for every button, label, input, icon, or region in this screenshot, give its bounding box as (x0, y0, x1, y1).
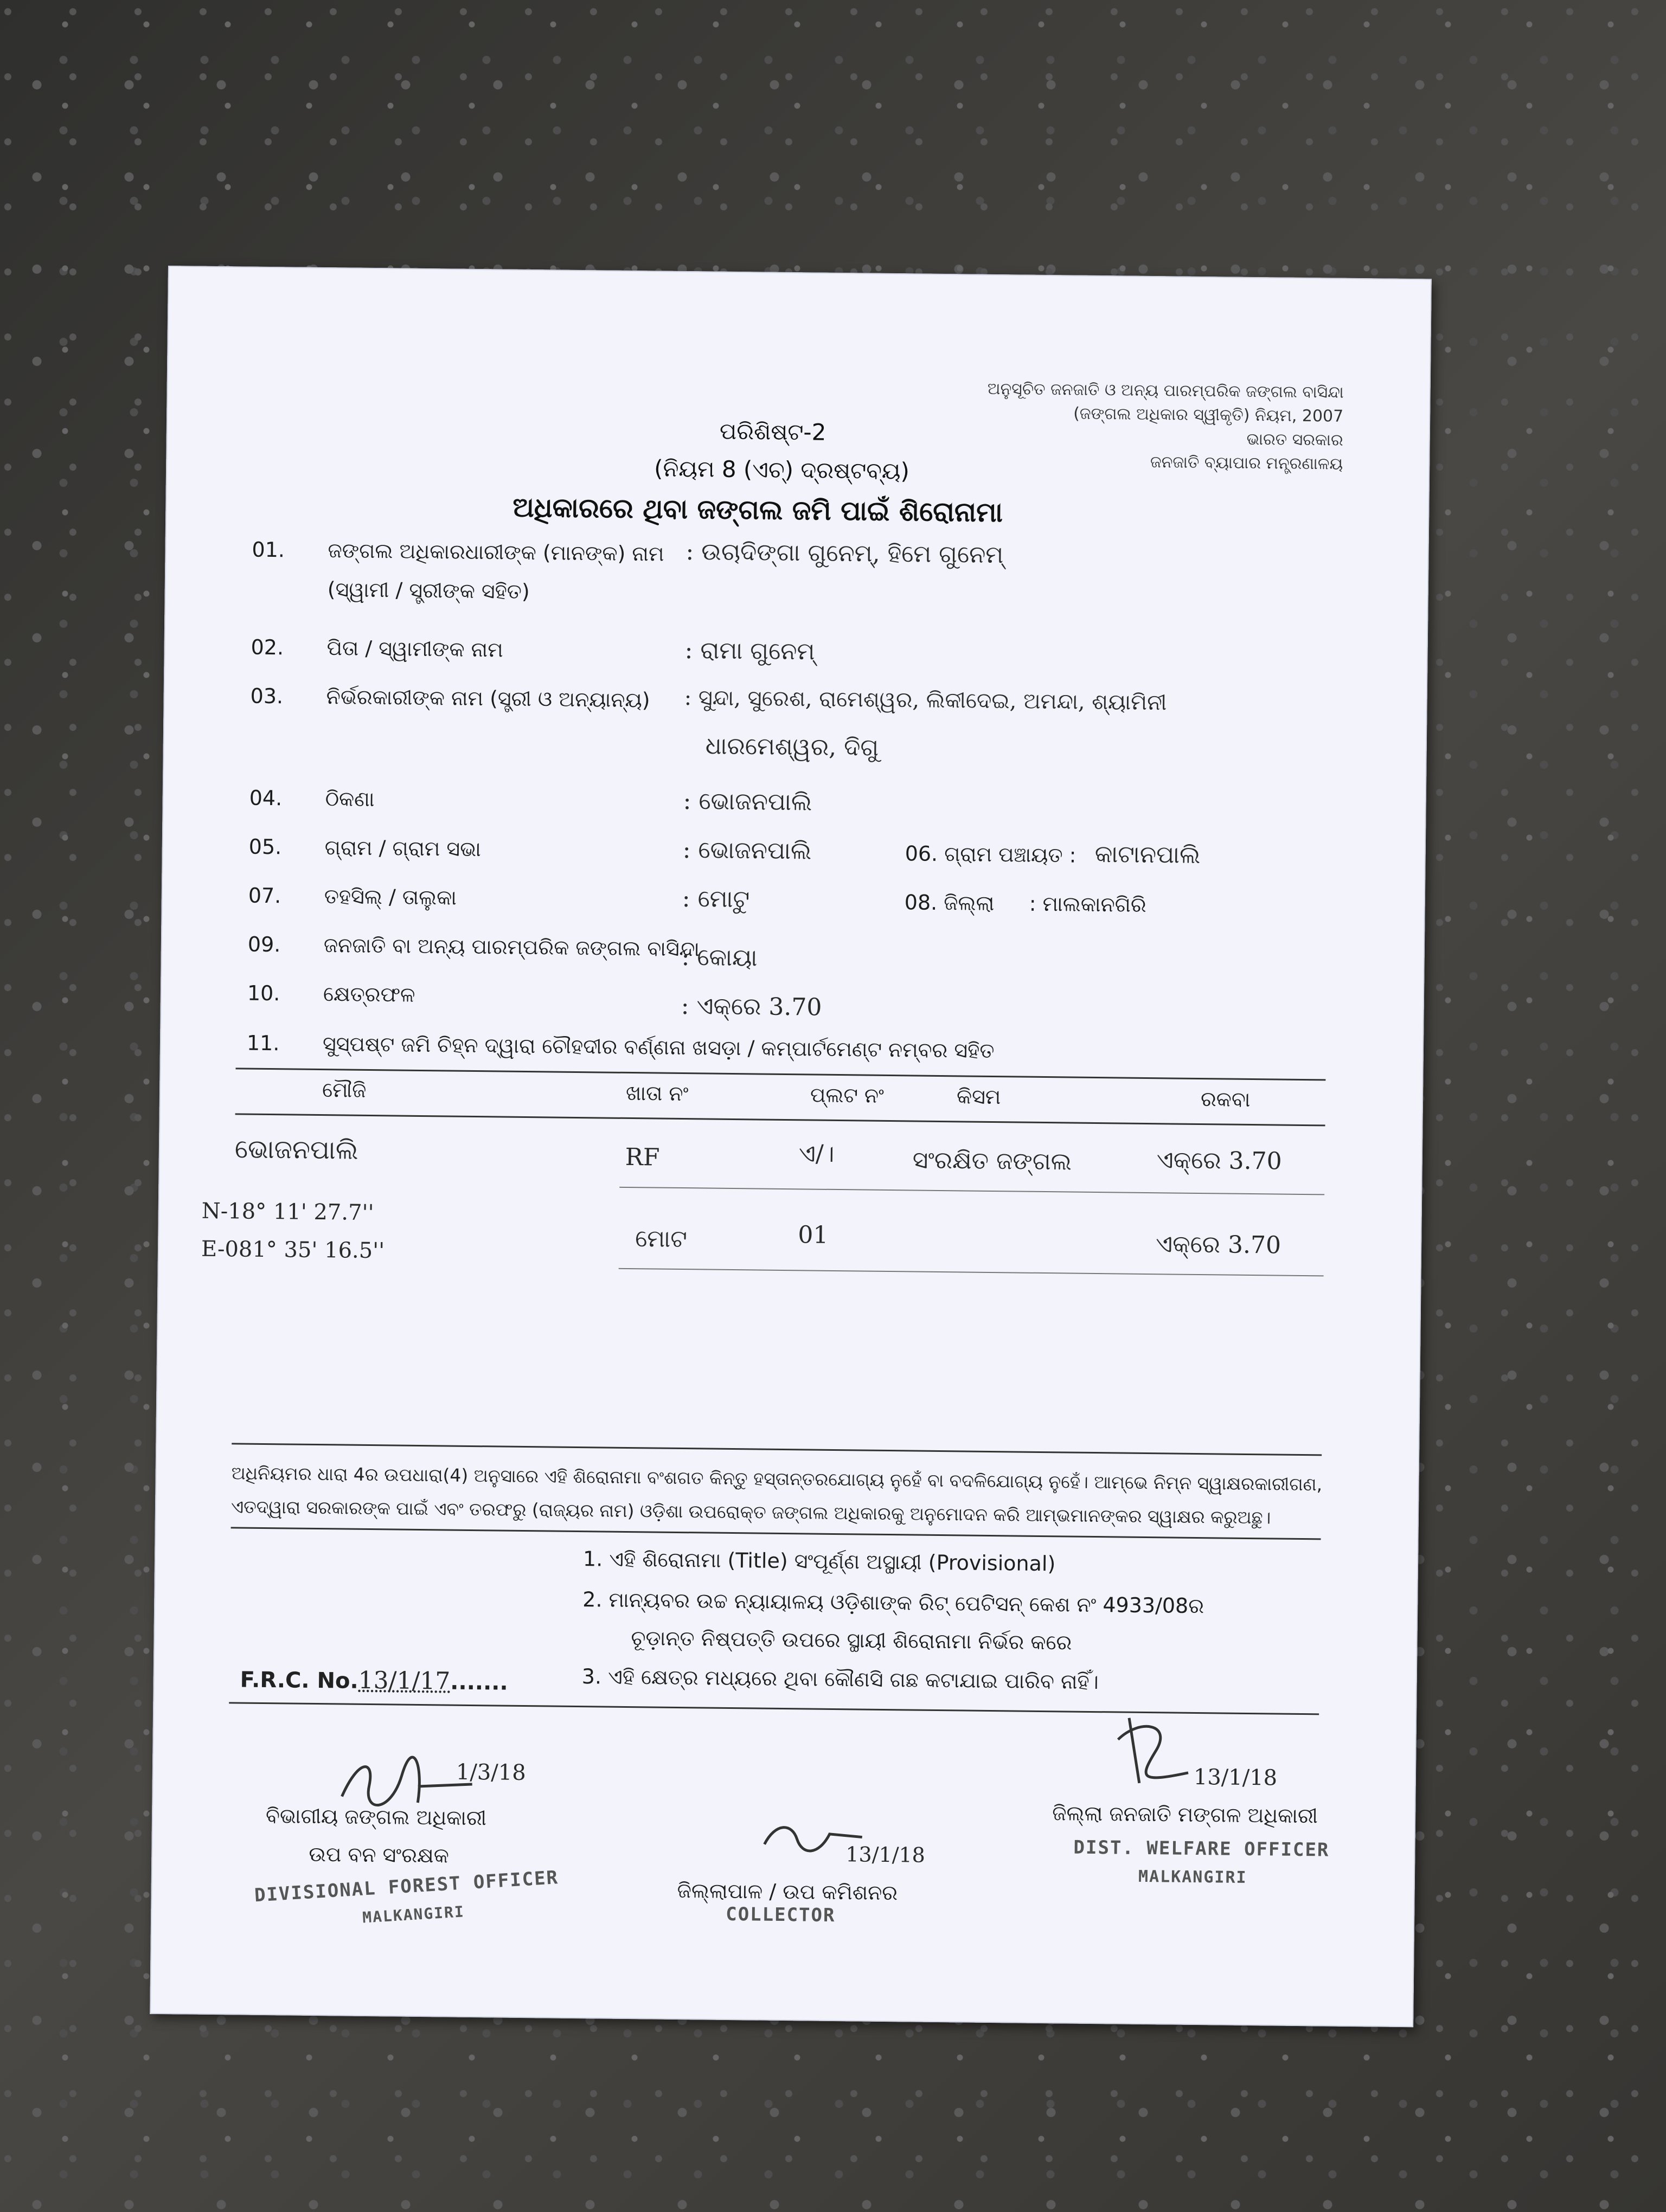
table-header-rakba: ରକବା (1200, 1087, 1251, 1111)
document-title: ଅଧିକାରରେ ଥିବା ଜଙ୍ଗଲ ଜମି ପାଇଁ ଶିରୋନାମା (512, 491, 1003, 529)
collector-stamp: COLLECTOR (726, 1903, 836, 1927)
table-top-rule (235, 1068, 1325, 1081)
field-label-father-name: ପିତା / ସ୍ୱାମୀଙ୍କ ନାମ (326, 636, 503, 662)
table-cell-total-rakba: ଏକ୍ରେ 3.70 (1155, 1230, 1281, 1259)
collector-sign-date: 13/1/18 (845, 1842, 926, 1867)
field-num: 07. (248, 883, 281, 908)
field-label-boundary: ସୁସ୍ପଷ୍ଟ ଜମି ଚିହ୍ନ ଦ୍ୱାରା ଚୌହଦୀର ବର୍ଣ୍ଣନା ଖସଡ଼ା / କମ୍ପାର୍ଟମେଣ୍ଟ ନମ୍ବର ସହିତ (322, 1032, 995, 1063)
table-header-mouza: ମୌଜି (322, 1078, 367, 1102)
condition-1: 1. ଏହି ଶିରୋନାମା (Title) ସଂପୂର୍ଣ୍ଣ ଅସ୍ଥାୟୀ (Provisional) (582, 1547, 1056, 1576)
declaration-line: ଏତଦ୍ୱାରା ସରକାରଙ୍କ ପାଇଁ ଏବଂ ତରଫରୁ (ରାଜ୍ୟର ନାମ) ଓଡ଼ିଶା ଉପରୋକ୍ତ ଜଙ୍ଗଲ ଅଧିକାରକୁ ଅନୁମୋଦନ କରି ଆମ୍ଭମାନଙ୍କର ସ୍ୱାକ୍ଷର କରୁଅଛୁ। (230, 1496, 1271, 1528)
condition-2: 2. ମାନ୍ୟବର ଉଚ୍ଚ ନ୍ୟାୟାଳୟ ଓଡ଼ିଶାଙ୍କ ରିଟ୍ ପେଟିସନ୍ କେଶ ନଂ 4933/08ର (582, 1587, 1204, 1618)
table-cell-total-plot: 01 (798, 1221, 829, 1249)
header-right-line: (ଜଙ୍ଗଲ ଅଧିକାର ସ୍ୱୀକୃତି) ନିୟମ, 2007 (1073, 404, 1344, 426)
declaration-line: ଅଧିନିୟମର ଧାରା 4ର ଉପଧାରା(4) ଅନୁସାରେ ଏହି ଶିରୋନାମା ବଂଶଗତ କିନ୍ତୁ ହସ୍ତାନ୍ତରଯୋଗ୍ୟ ନୁହେଁ ବା ବଦଳିଯୋଗ୍ୟ ନୁହେଁ। ଆମ୍ଭେ ନିମ୍ନ ସ୍ୱାକ୍ଷରକାରୀଗଣ, (231, 1462, 1323, 1495)
field-value-tahasil: : ମୋଟୁ (682, 884, 750, 914)
dfo-sign-date: 1/3/18 (456, 1759, 526, 1786)
frc-number (240, 1666, 508, 1696)
field-num: 10. (247, 981, 280, 1006)
dwo-designation: ଜିଲ୍ଲା ଜନଜାତି ମଙ୍ଗଳ ଅଧିକାରୀ (1052, 1801, 1318, 1828)
field-value-dependents: : ସୁନ୍ଦା, ସୁରେଶ, ରାମେଶ୍ୱର, ଲିକୀଦେଇ, ଅମନ୍ଦା, ଶ୍ୟାମିନୀ (684, 685, 1167, 716)
table-header-plot: ପ୍ଲଟ ନଂ (810, 1083, 885, 1108)
field-label-district: 08. ଜିଲ୍ଲା (904, 890, 995, 916)
declaration-block (231, 1456, 1323, 1535)
field-num: 09. (247, 932, 281, 957)
condition-3: 3. ଏହି କ୍ଷେତ୍ର ମଧ୍ୟରେ ଥିବା କୌଣସି ଗଛ କଟାଯାଇ ପାରିବ ନାହିଁ। (581, 1664, 1099, 1694)
field-label-tribe: ଜନଜାତି ବା ଅନ୍ୟ ପାରମ୍ପରିକ ଜଙ୍ଗଲ ବାସିନ୍ଦା (323, 933, 700, 961)
table-cell-rakba: ଏକ୍ରେ 3.70 (1156, 1146, 1282, 1175)
field-label-panchayat: 06. ଗ୍ରାମ ପଞ୍ଚାୟତ : (905, 841, 1077, 867)
field-value-village: : ଭୋଜନପାଲି (682, 835, 812, 865)
collector-designation: ଜିଲ୍ଲାପାଳ / ଉପ କମିଶନର (677, 1878, 898, 1905)
field-value-district: : ମାଲକାନଗିରି (1029, 891, 1146, 917)
field-num: 02. (251, 635, 284, 660)
field-value-panchayat: କାଟାନପାଲି (1094, 840, 1201, 869)
table-row-rule (619, 1187, 1324, 1195)
header-right-line: ଭାରତ ସରକାର (1246, 429, 1343, 450)
field-label-village: ଗ୍ରାମ / ଗ୍ରାମ ସଭା (324, 835, 482, 861)
dwo-stamp: DIST. WELFARE OFFICER (1073, 1836, 1330, 1861)
field-value-dependents-cont: ଧାରମେଶ୍ୱର, ଦିଗୁ (705, 732, 879, 762)
table-header-kisam: କିସମ (956, 1084, 1001, 1109)
table-cell-kisam: ସଂରକ୍ଷିତ ଜଙ୍ଗଲ (912, 1146, 1072, 1176)
header-right-line: ଜନଜାତି ବ୍ୟାପାର ମନ୍ତ୍ରଣାଳୟ (1150, 452, 1343, 474)
title-document-paper (150, 266, 1432, 2027)
field-label-area: କ୍ଷେତ୍ରଫଳ (323, 982, 415, 1007)
frc-label: F.R.C. No. (240, 1667, 358, 1694)
table-cell-khata: RF (625, 1143, 660, 1172)
table-cell-mouza: ଭୋଜନପାଲି (234, 1134, 358, 1166)
field-label-tahasil: ତହସିଲ୍ / ତାଲୁକା (324, 884, 457, 910)
field-num: 04. (249, 786, 283, 811)
table-cell-plot: ଏ/। (798, 1140, 835, 1168)
frc-value: 13/1/17 (358, 1666, 451, 1695)
field-label-dependents: ନିର୍ଭରକାରୀଙ୍କ ନାମ (ସ୍ତ୍ରୀ ଓ ଅନ୍ୟାନ୍ୟ) (326, 685, 650, 712)
declaration-top-rule (232, 1443, 1322, 1456)
field-value-holder-name: : ଉଚାଦିଙ୍ଗା ଗୁନେମ୍, ହିମେ ଗୁନେମ୍ (685, 538, 1004, 569)
dwo-sign-date: 13/1/18 (1193, 1764, 1278, 1791)
table-total-rule (619, 1268, 1324, 1277)
table-header-rule (235, 1113, 1325, 1126)
table-cell-total-label: ମୋଟ (635, 1225, 688, 1253)
schedule-label: ପରିଶିଷ୍ଟ-2 (719, 417, 826, 446)
dfo-stamp-place: MALKANGIRI (362, 1902, 465, 1927)
field-label-holder-name: ଜଙ୍ଗଲ ଅଧିକାରଧାରୀଙ୍କ (ମାନଙ୍କ) ନାମ (328, 538, 664, 566)
field-num: 11. (246, 1031, 280, 1056)
dwo-stamp-place: MALKANGIRI (1138, 1867, 1247, 1887)
header-right-line: ଅନୁସୂଚିତ ଜନଜାତି ଓ ଅନ୍ୟ ପାରମ୍ପରିକ ଜଙ୍ଗଲ ବାସିନ୍ଦା (987, 379, 1344, 402)
field-num: 03. (250, 684, 284, 709)
field-value-tribe: : କୋୟା (681, 943, 758, 972)
field-num: 05. (248, 834, 282, 859)
dwo-signature (1106, 1707, 1205, 1800)
condition-2-cont: ଚୂଡ଼ାନ୍ତ ନିଷ୍ପତ୍ତି ଉପରେ ସ୍ଥାୟୀ ଶିରୋନାମା ନିର୍ଭର କରେ (631, 1626, 1072, 1655)
dfo-designation: ବିଭାଗୀୟ ଜଙ୍ଗଲ ଅଧିକାରୀ (265, 1804, 487, 1830)
dfo-designation-2: ଉପ ବନ ସଂରକ୍ଷକ (309, 1842, 450, 1868)
field-value-area: : ଏକ୍ରେ 3.70 (681, 992, 822, 1021)
field-num: 01. (252, 537, 285, 562)
rule-reference: (ନିୟମ 8 (ଏଚ୍) ଦ୍ରଷ୍ଟବ୍ୟ) (653, 455, 910, 485)
table-header-khata: ଖାତା ନଂ (625, 1081, 689, 1106)
field-value-address: : ଭୋଜନପାଲି (683, 787, 812, 816)
field-sublabel-spouse: (ସ୍ୱାମୀ / ସ୍ତ୍ରୀଙ୍କ ସହିତ) (327, 577, 530, 604)
frc-dots: ....... (450, 1669, 508, 1695)
coordinate-east: E-081° 35' 16.5'' (201, 1236, 385, 1264)
field-value-father-name: : ରାମା ଗୁନେମ୍ (684, 636, 815, 666)
field-label-address: ଠିକଣା (325, 787, 375, 812)
coordinate-north: N-18° 11' 27.7'' (201, 1198, 374, 1226)
header-right-block (963, 377, 1344, 476)
dfo-stamp: DIVISIONAL FOREST OFFICER (254, 1867, 560, 1907)
